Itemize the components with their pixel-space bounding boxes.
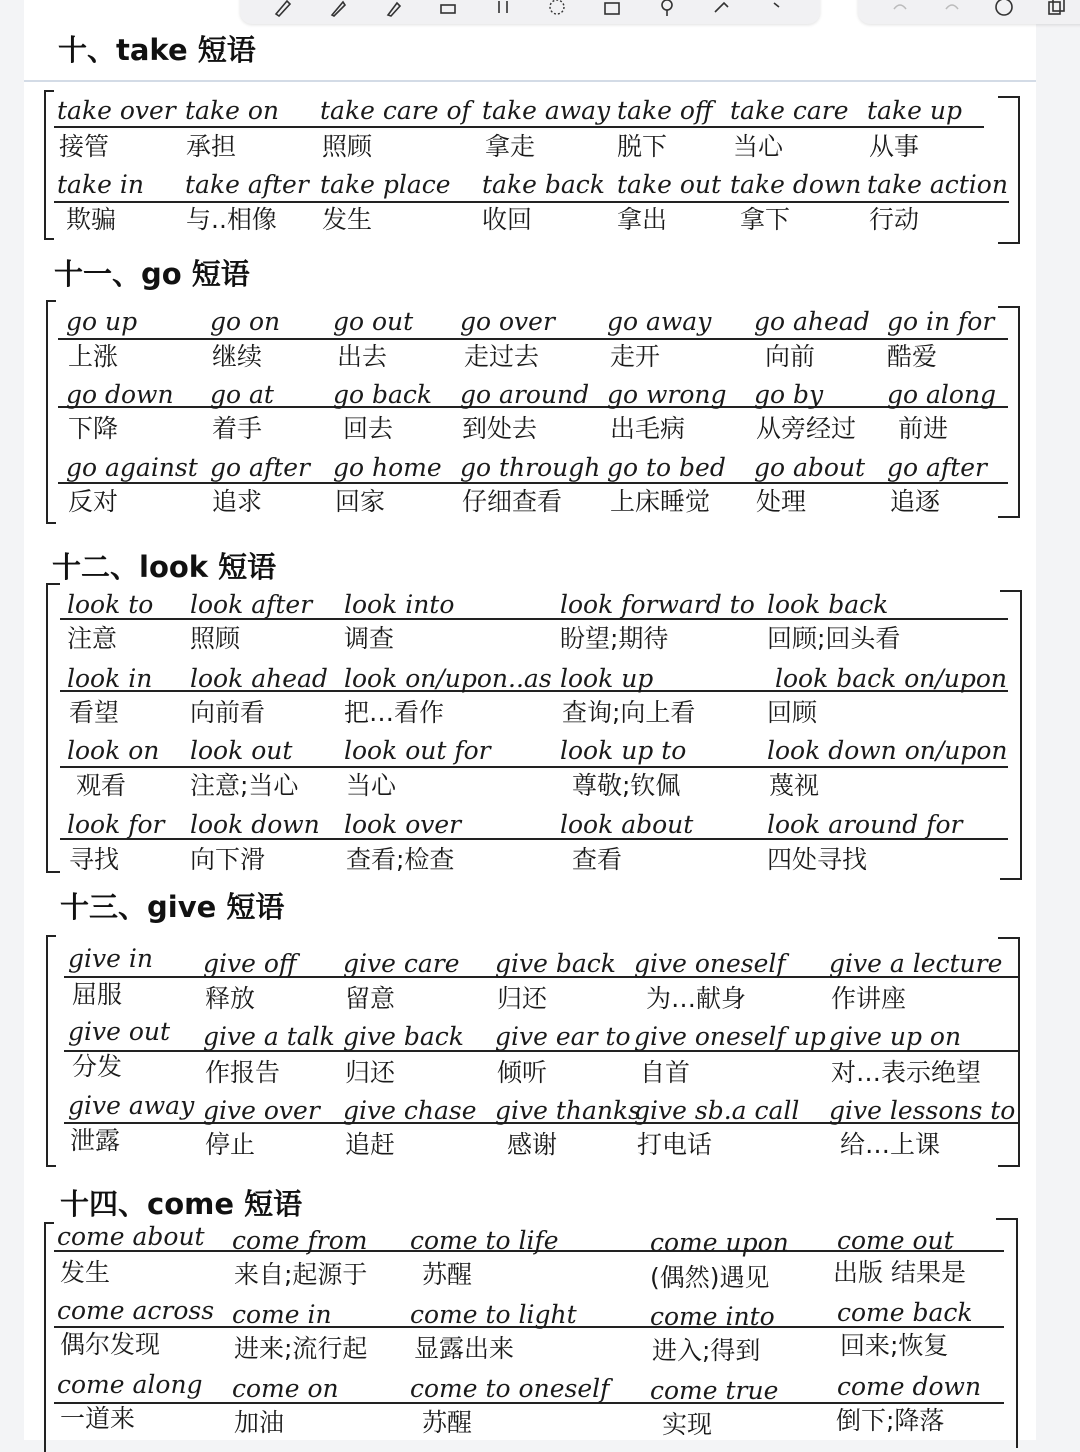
phrase-zh: 处理	[756, 487, 807, 516]
drawing-toolbar	[240, 0, 820, 24]
phrase-en: come to light	[410, 1300, 577, 1329]
phrase-zh: 盼望;期待	[560, 624, 669, 653]
phrase-zh: 上床睡觉	[610, 487, 711, 516]
phrase-en: take after	[185, 170, 309, 199]
phrase-zh: 回家	[335, 487, 386, 516]
phrase-en: go around	[460, 380, 590, 409]
more-icon[interactable]	[766, 0, 788, 17]
phrase-en: take care	[730, 96, 849, 125]
phrase-en: go after	[887, 453, 987, 482]
phrase-en: look to	[67, 590, 154, 619]
phrase-en: look about	[560, 810, 694, 839]
phrase-en: take on	[185, 96, 279, 125]
phrase-en: come true	[650, 1376, 779, 1405]
phrase-zh: 作报告	[205, 1058, 281, 1087]
phrase-en: take back	[482, 170, 605, 199]
phrase-zh: 给…上课	[840, 1130, 941, 1159]
section-title-take: 十、take 短语	[58, 33, 256, 67]
phrase-zh: 行动	[869, 205, 920, 234]
phrase-en: give care	[343, 949, 460, 978]
phrase-zh: (偶然)遇见	[650, 1263, 770, 1292]
phrase-zh: 泄露	[70, 1126, 121, 1155]
phrase-zh: 出毛病	[610, 414, 686, 443]
take-row-line	[54, 201, 1009, 203]
phrase-zh: 前进	[898, 414, 949, 443]
phrase-zh: 到处去	[462, 414, 538, 443]
phrase-zh: 向前	[765, 342, 816, 371]
phrase-en: look back	[767, 590, 889, 619]
phrase-en: take away	[482, 96, 611, 125]
pencil-icon[interactable]	[327, 0, 349, 17]
history-toolbar	[858, 0, 1080, 24]
phrase-en: look up to	[560, 736, 687, 765]
phrase-zh: 归还	[497, 984, 548, 1013]
phrase-zh: 照顾	[322, 132, 373, 161]
phrase-zh: 从事	[869, 132, 920, 161]
phrase-zh: 拿出	[617, 205, 668, 234]
phrase-en: go on	[210, 307, 281, 336]
phrase-zh: 看望	[69, 698, 120, 727]
phrase-en: come in	[232, 1300, 332, 1329]
phrase-en: go away	[607, 307, 712, 336]
section-title-look: 十二、look 短语	[52, 550, 277, 584]
phrase-zh: 出去	[337, 342, 388, 371]
phrase-zh: 发生	[322, 205, 373, 234]
phrase-zh: 与..相像	[186, 205, 277, 234]
phrase-en: give a lecture	[829, 949, 1003, 978]
phrase-zh: 回顾;回头看	[767, 624, 901, 653]
phrase-zh: 对…表示绝望	[831, 1058, 982, 1087]
phrase-zh: 追逐	[890, 487, 941, 516]
phrase-en: take place	[320, 170, 451, 199]
phrase-zh: 回顾	[767, 698, 818, 727]
phrase-en: give back	[343, 1022, 464, 1051]
phrase-en: give thanks	[495, 1096, 641, 1125]
phrase-en: go after	[210, 453, 310, 482]
phrase-zh: 上涨	[68, 342, 119, 371]
phrase-zh: 来自;起源于	[234, 1260, 368, 1289]
phrase-en: go by	[754, 380, 824, 409]
phrase-zh: 承担	[186, 132, 237, 161]
phrase-en: give sb.a call	[634, 1096, 800, 1125]
phrase-en: come along	[57, 1370, 203, 1399]
phrase-zh: 观看	[76, 771, 127, 800]
phrase-en: go in for	[887, 307, 995, 336]
phrase-zh: 拿下	[740, 205, 791, 234]
phrase-en: give oneself	[634, 949, 786, 978]
phrase-zh: 发生	[60, 1258, 111, 1287]
phrase-zh: 显露出来	[414, 1334, 515, 1363]
phrase-en: go out	[333, 307, 414, 336]
phrase-en: come across	[57, 1296, 215, 1325]
phrase-zh: 感谢	[507, 1130, 558, 1159]
look-bracket-right	[1000, 590, 1022, 880]
phrase-en: look around for	[767, 810, 963, 839]
phrase-zh: 收回	[482, 205, 533, 234]
phrase-en: come out	[837, 1226, 954, 1255]
redo-icon[interactable]	[941, 0, 963, 17]
phrase-en: go over	[460, 307, 555, 336]
take-row-line	[54, 126, 984, 128]
phrase-zh: 回来;恢复	[840, 1331, 949, 1360]
phrase-zh: 注意	[67, 624, 118, 653]
phrase-en: give oneself up	[634, 1022, 826, 1051]
phrase-zh: 接管	[59, 132, 110, 161]
phrase-en: look down	[190, 810, 320, 839]
phrase-en: go to bed	[607, 453, 726, 482]
lasso-icon[interactable]	[546, 0, 568, 17]
phrase-en: take up	[867, 96, 962, 125]
phrase-zh: 继续	[212, 342, 263, 371]
undo-icon[interactable]	[889, 0, 911, 17]
phrase-en: go through	[460, 453, 601, 482]
phrase-en: give out	[68, 1017, 171, 1046]
phrase-en: look forward to	[560, 590, 755, 619]
phrase-zh: 照顾	[190, 624, 241, 653]
phrase-en: come on	[232, 1374, 339, 1403]
phrase-zh: 注意;当心	[190, 771, 299, 800]
phrase-en: give lessons to	[829, 1096, 1016, 1125]
phrase-en: go wrong	[607, 380, 727, 409]
phrase-zh: 酷爱	[887, 342, 938, 371]
phrase-zh: 作讲座	[831, 984, 907, 1013]
phrase-zh: 当心	[346, 771, 397, 800]
phrase-zh: 进来;流行起	[234, 1334, 368, 1363]
marker-icon[interactable]	[382, 0, 404, 17]
phrase-zh: 拿走	[485, 132, 536, 161]
phrase-en: come back	[837, 1298, 973, 1327]
phrase-zh: 查询;向上看	[562, 698, 696, 727]
phrase-en: give off	[203, 949, 297, 978]
phrase-en: go back	[333, 380, 433, 409]
phrase-zh: 走过去	[464, 342, 540, 371]
phrase-en: take off	[617, 96, 713, 125]
scissors-icon[interactable]	[492, 0, 514, 17]
phrase-zh: 偶尔发现	[60, 1330, 161, 1359]
phrase-zh: 停止	[205, 1130, 256, 1159]
phrase-en: look on/upon..as	[344, 664, 552, 693]
take-bracket-left	[44, 90, 54, 240]
phrase-zh: 追赶	[345, 1130, 396, 1159]
phrase-en: look out for	[344, 736, 491, 765]
phrase-zh: 苏醒	[422, 1260, 473, 1289]
phrase-zh: 从旁经过	[756, 414, 857, 443]
phrase-zh: 当心	[733, 132, 784, 161]
phrase-zh: 倒下;降落	[836, 1406, 945, 1435]
phrase-en: take in	[57, 170, 144, 199]
phrase-zh: 为…献身	[646, 984, 747, 1013]
phrase-en: come to oneself	[410, 1374, 610, 1403]
phrase-en: look over	[344, 810, 462, 839]
phrase-zh: 走开	[610, 342, 661, 371]
phrase-en: go home	[333, 453, 442, 482]
header-divider	[24, 80, 1036, 82]
give-bracket-left	[46, 935, 56, 1167]
phrase-en: give up on	[829, 1022, 962, 1051]
phrase-en: look after	[190, 590, 313, 619]
phrase-en: look in	[67, 664, 153, 693]
pin-icon[interactable]	[656, 0, 678, 17]
phrase-zh: 留意	[345, 984, 396, 1013]
go-row-line	[58, 338, 1008, 340]
phrase-zh: 调查	[344, 624, 395, 653]
phrase-en: give away	[68, 1091, 195, 1120]
phrase-zh: 苏醒	[422, 1408, 473, 1437]
phrase-zh: 分发	[72, 1052, 123, 1081]
phrase-zh: 进入;得到	[652, 1336, 761, 1365]
phrase-zh: 回去	[343, 414, 394, 443]
text-box-icon[interactable]	[601, 0, 623, 17]
phrase-zh: 下降	[68, 414, 119, 443]
duplicate-icon[interactable]	[1045, 0, 1067, 17]
phrase-zh: 尊敬;钦佩	[572, 771, 681, 800]
phrase-en: come down	[837, 1372, 982, 1401]
phrase-en: go ahead	[754, 307, 870, 336]
phrase-zh: 屈服	[72, 980, 123, 1009]
section-title-give: 十三、give 短语	[60, 890, 285, 924]
phrase-zh: 归还	[345, 1058, 396, 1087]
phrase-en: come into	[650, 1302, 775, 1331]
section-title-go: 十一、go 短语	[54, 257, 250, 291]
phrase-zh: 向下滑	[190, 845, 266, 874]
phrase-en: take out	[617, 170, 722, 199]
come-bracket-left	[44, 1222, 54, 1452]
phrase-en: look back on/upon	[775, 664, 1008, 693]
phrase-en: come upon	[650, 1228, 789, 1257]
go-bracket-left	[46, 300, 56, 524]
phrase-zh: 一道来	[60, 1404, 136, 1433]
phrase-en: take over	[57, 96, 176, 125]
phrase-zh: 欺骗	[66, 205, 117, 234]
phrase-en: come about	[57, 1222, 205, 1251]
phrase-en: take down	[730, 170, 862, 199]
phrase-zh: 蔑视	[769, 771, 820, 800]
phrase-en: give in	[68, 944, 153, 973]
section-title-come: 十四、come 短语	[60, 1187, 303, 1221]
phrase-en: give over	[203, 1096, 320, 1125]
circle-icon[interactable]	[993, 0, 1015, 17]
pen-icon[interactable]	[272, 0, 294, 17]
phrase-en: look up	[560, 664, 654, 693]
phrase-zh: 追求	[212, 487, 263, 516]
phrase-en: give ear to	[495, 1022, 631, 1051]
phrase-en: go against	[66, 453, 198, 482]
phrase-en: go up	[66, 307, 138, 336]
look-bracket-left	[46, 583, 60, 873]
phrase-en: look ahead	[190, 664, 328, 693]
phrase-en: come from	[232, 1226, 368, 1255]
phrase-zh: 把…看作	[344, 698, 445, 727]
phrase-en: look out	[190, 736, 293, 765]
phrase-zh: 仔细查看	[462, 487, 563, 516]
phrase-en: go down	[66, 380, 174, 409]
phrase-zh: 向前看	[190, 698, 266, 727]
phrase-en: look down on/upon	[767, 736, 1008, 765]
phrase-zh: 倾听	[497, 1058, 548, 1087]
phrase-zh: 加油	[234, 1408, 285, 1437]
phrase-zh: 实现	[662, 1410, 713, 1439]
phrase-zh: 寻找	[69, 845, 120, 874]
eraser-icon[interactable]	[437, 0, 459, 17]
phrase-en: look on	[67, 736, 160, 765]
phrase-en: give a talk	[203, 1022, 335, 1051]
phrase-en: go at	[210, 380, 274, 409]
phrase-zh: 打电话	[637, 1130, 713, 1159]
phrase-en: give chase	[343, 1096, 477, 1125]
phrase-en: look for	[67, 810, 165, 839]
phrase-en: give back	[495, 949, 616, 978]
phrase-en: take action	[867, 170, 1008, 199]
come-bracket-right	[996, 1218, 1018, 1448]
phrase-zh: 脱下	[617, 132, 668, 161]
phrase-zh: 查看;检查	[346, 845, 455, 874]
phrase-en: go along	[887, 380, 997, 409]
phrase-en: take care of	[320, 96, 471, 125]
phrase-zh: 查看	[572, 845, 623, 874]
look-row-line	[60, 766, 1008, 768]
phrase-zh: 四处寻找	[767, 845, 868, 874]
phrase-zh: 出版 结果是	[833, 1258, 966, 1287]
phrase-en: come to life	[410, 1226, 559, 1255]
phrase-en: go about	[754, 453, 866, 482]
phrase-zh: 释放	[205, 984, 256, 1013]
phrase-en: look into	[344, 590, 455, 619]
phrase-zh: 着手	[212, 414, 263, 443]
phrase-zh: 自首	[640, 1058, 691, 1087]
shapes-icon[interactable]	[711, 0, 733, 17]
phrase-zh: 反对	[68, 487, 119, 516]
